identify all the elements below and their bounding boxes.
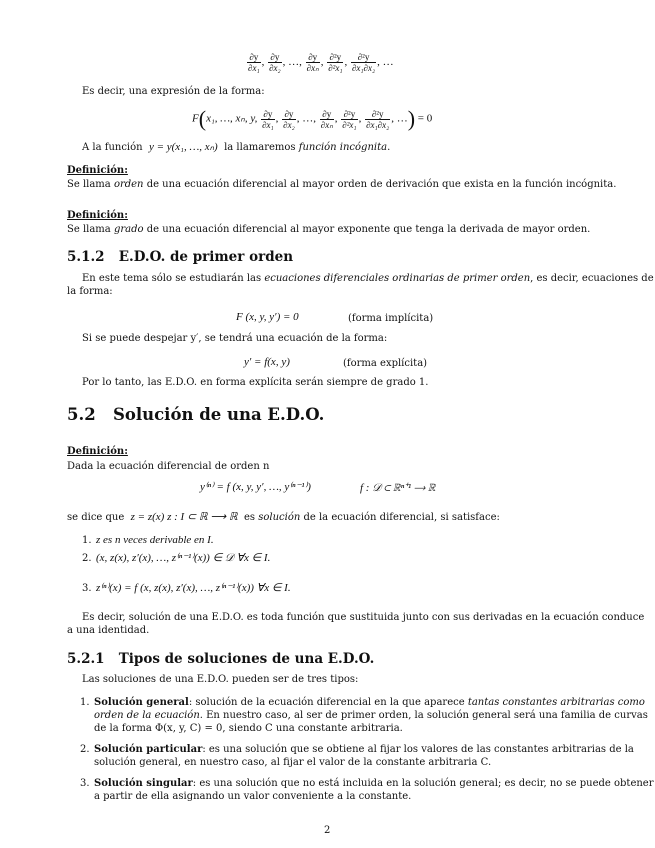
condition-3: 3. z⁽ⁿ⁾(x) = f (x, z(x), z′(x), …, z⁽ⁿ⁻¹⁾(x)) ∀x ∈ I.	[82, 582, 291, 594]
condition-2: 2. (x, z(x), z′(x), …, z⁽ⁿ⁻¹⁾(x)) ∈ 𝒟 ∀x ∈ I.	[82, 552, 271, 564]
solution-type-particular-l2: solución general, en nuestro caso, al fijar el valor de la constante arbitraria C.	[94, 757, 492, 768]
page-number: 2	[324, 825, 331, 836]
definition-solucion-intro: Dada la ecuación diferencial de orden n	[67, 461, 270, 472]
frac-4: $\frac{\text{∂²y}}{\text{∂x₁∂x₂}}$	[351, 52, 376, 73]
solution-type-singular-l1: 3. Solución singular: es una solución que no está incluida en la solución general; es decir, no se puede obtener	[80, 778, 654, 789]
section-heading-5-1-2: 5.1.2 E.D.O. de primer orden	[67, 249, 294, 265]
frac-0: $\frac{\partial y}{\text{∂x₁}}$	[248, 52, 260, 73]
frac-2: $\frac{\partial y}{\text{∂xₙ}}$	[306, 52, 319, 73]
sec512-paragraph-1-cont: la forma:	[67, 286, 113, 297]
equation-explicit-note: (forma explícita)	[343, 358, 428, 369]
solution-type-singular-l2: a partir de ella asignando un valor conveniente a la constante.	[94, 791, 412, 802]
solution-types-intro: Las soluciones de una E.D.O. pueden ser de tres tipos:	[82, 674, 359, 685]
expression-intro: Es decir, una expresión de la forma:	[82, 86, 265, 97]
equation-explicit: y′ = f(x, y)	[244, 356, 290, 368]
solution-definition-line: se dice que z = z(x) z : I ⊂ ℝ ⟶ ℝ es solución de la ecuación diferencial, si satisface:	[67, 511, 500, 523]
section-heading-5-2: 5.2 Solución de una E.D.O.	[67, 405, 325, 424]
function-domain: f : 𝒟 ⊂ ℝⁿ⁺¹ ⟶ ℝ	[360, 482, 436, 494]
definition-orden: Se llama orden de una ecuación diferencial al mayor orden de derivación que exista en la función incógnita.	[67, 179, 617, 190]
equation-implicit: F (x, y, y′) = 0	[236, 311, 299, 323]
solution-conclusion-2: a una identidad.	[67, 625, 150, 636]
solution-type-particular-l1: 2. Solución particular: es una solución que se obtiene al fijar los valores de las constantes arbitrarias de la	[80, 744, 634, 755]
funcion-incognita-line: A la función y = y(x₁, …, xₙ) la llamaremos función incógnita.	[82, 141, 391, 153]
equation-implicit-note: (forma implícita)	[348, 313, 434, 324]
section-heading-5-2-1: 5.2.1 Tipos de soluciones de una E.D.O.	[67, 651, 375, 667]
solution-type-general-l3: de la forma Φ(x, y, C) = 0, siendo C una constante arbitraria.	[94, 723, 403, 734]
solution-conclusion-1: Es decir, solución de una E.D.O. es toda función que sustituida junto con sus derivadas en la ecuación conduce	[82, 612, 645, 623]
condition-1: 1. z es n veces derivable en I.	[82, 534, 214, 546]
sec512-paragraph-3: Por lo tanto, las E.D.O. en forma explícita serán siempre de grado 1.	[82, 377, 429, 388]
definition-heading-grado: Definición:	[67, 210, 128, 221]
F-implicit-formula: F(x₁, …, xₙ, y, $\frac{\partial y}{\text{∂x₁}}$ , $\frac{\partial y}{\text{∂x₂}}$ , …, $\frac{\partial y}{\text{∂xₙ}}$ , $\frac{\text{∂²y}}{\text{∂²x₁}}$ , $\frac{\text{∂²y}}{\text{∂x₁∂x₂}}$ , …) = 0	[192, 106, 433, 131]
solution-type-general-l1: 1. Solución general: solución de la ecuación diferencial en la que aparece tantas constantes arbitrarias como	[80, 697, 645, 708]
nth-order-equation: y⁽ⁿ⁾ = f (x, y, y′, …, y⁽ⁿ⁻¹⁾)	[200, 481, 311, 493]
partial-derivatives-formula: $\frac{\partial y}{\text{∂x₁}}$ , $\frac{\partial y}{\text{∂x₂}}$ , …, $\frac{\partial y}{\text{∂xₙ}}$ , $\frac{\text{∂²y}}{\text{∂²x₁}}$ , $\frac{\text{∂²y}}{\text{∂x₁∂x₂}}$ , …	[248, 52, 394, 73]
sec512-paragraph-1: En este tema sólo se estudiarán las ecuaciones diferenciales ordinarias de primer orden, es decir, ecuaciones de	[82, 273, 654, 284]
sec512-paragraph-2: Si se puede despejar y′, se tendrá una ecuación de la forma:	[82, 333, 388, 344]
definition-grado: Se llama grado de una ecuación diferencial al mayor exponente que tenga la derivada de mayor orden.	[67, 224, 591, 235]
definition-heading-orden: Definición:	[67, 165, 128, 176]
frac-1: $\frac{\partial y}{\text{∂x₂}}$	[269, 52, 281, 73]
solution-type-general-l2: orden de la ecuación. En nuestro caso, al ser de primer orden, la solución general será una familia de curvas	[94, 710, 648, 721]
definition-heading-solucion: Definición:	[67, 446, 128, 457]
frac-3: $\frac{\text{∂²y}}{\text{∂²x₁}}$	[328, 52, 343, 73]
